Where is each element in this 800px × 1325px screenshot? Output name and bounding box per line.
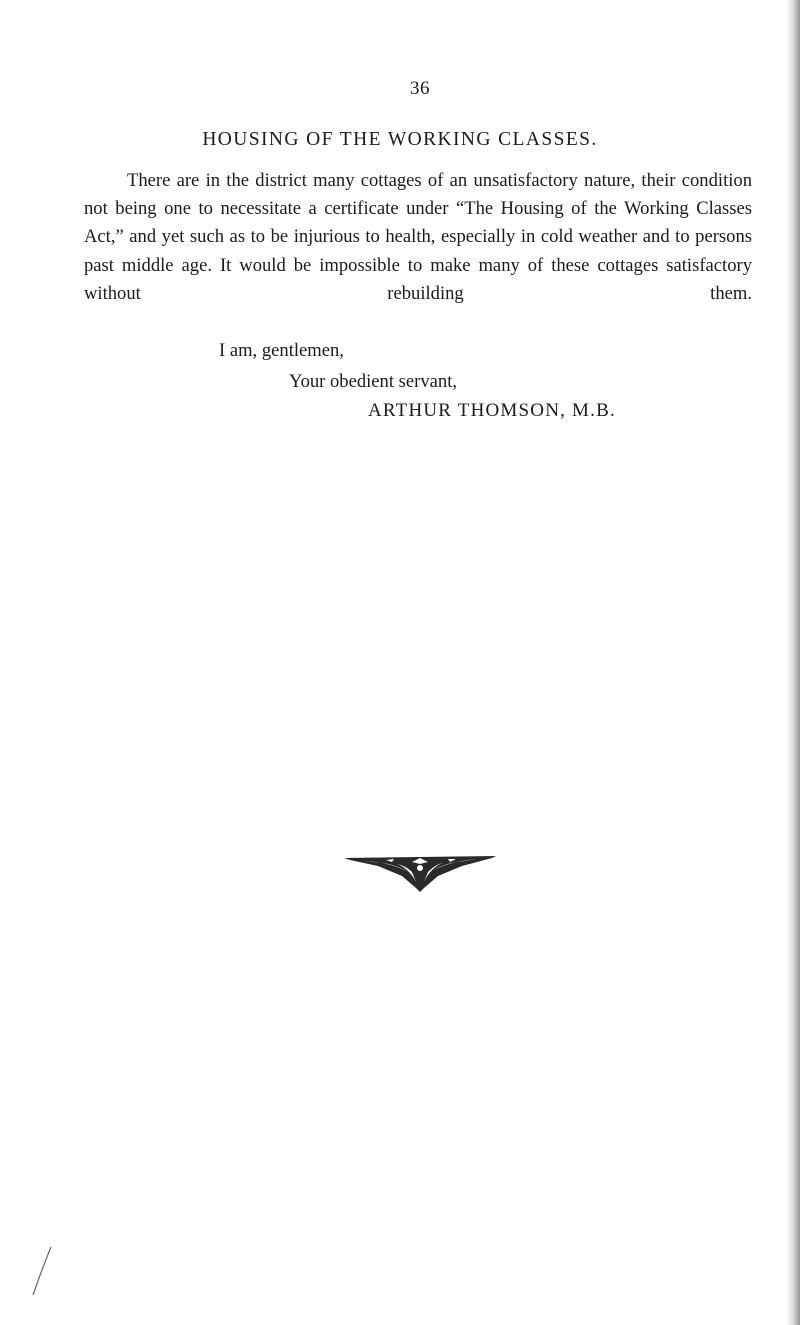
pencil-stroke-icon [30,1245,54,1297]
closing-complimentary: Your obedient servant, [289,371,458,392]
printers-ornament-icon [342,852,498,894]
page-edge-shadow [786,0,800,1325]
body-paragraph [84,167,752,336]
closing-salutation: I am, gentlemen, [219,340,344,361]
page-number: 36 [410,78,430,99]
signature: ARTHUR THOMSON, M.B. [368,400,616,421]
section-heading: HOUSING OF THE WORKING CLASSES. [202,129,598,150]
body-paragraph-text: There are in the district many cottages of an unsatisfactory nature, their condition not being one to necessitate a certificate under “The Housing of the Working Classes Act,” and yet such as to be injurious to health, especially in cold weather and to persons past middle age. It would be impossible to make many of these cottages satisfactory without rebuilding them. [84,170,752,304]
